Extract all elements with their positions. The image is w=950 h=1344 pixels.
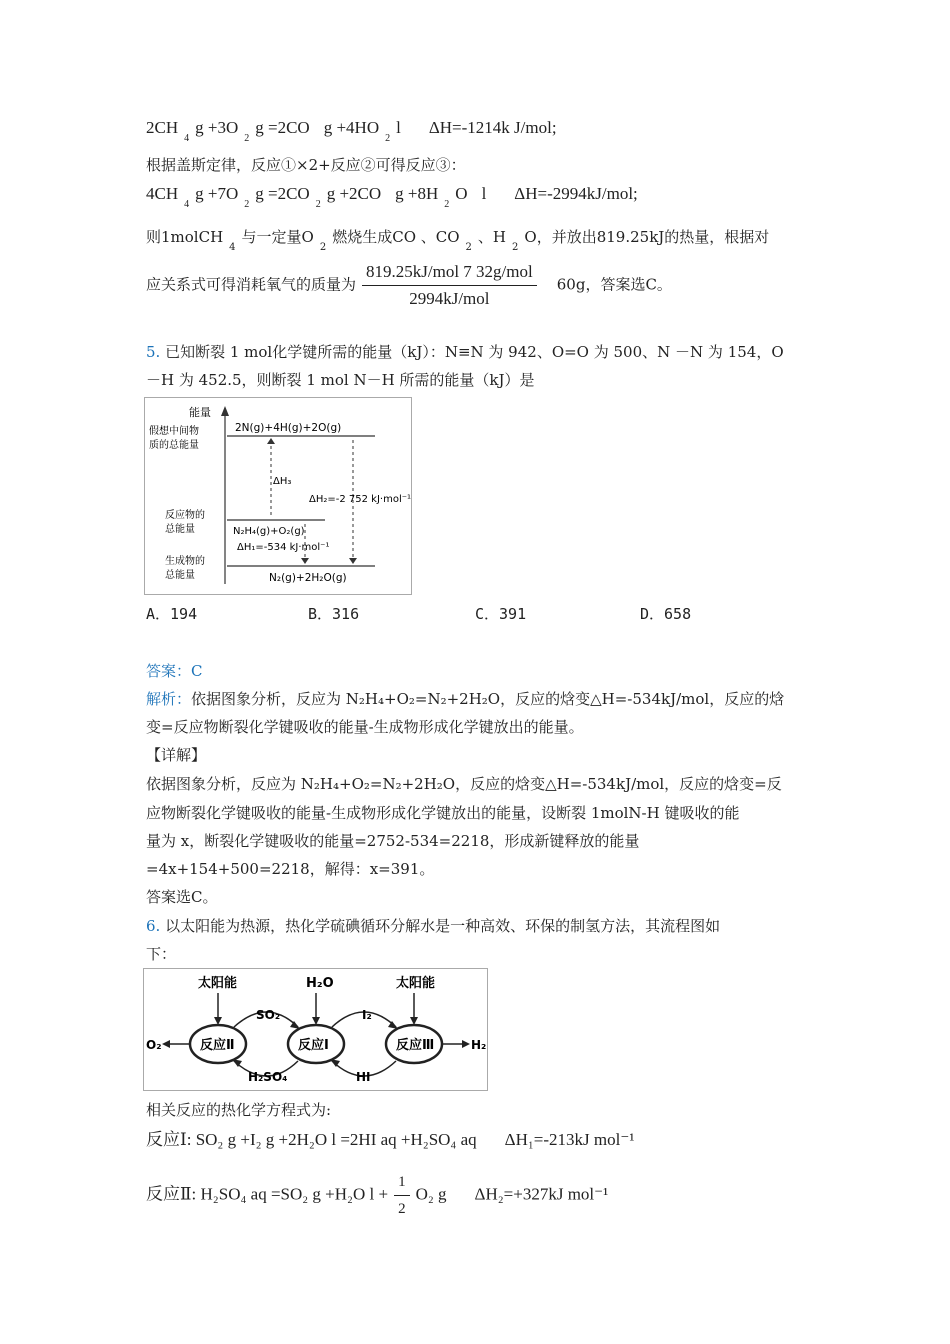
q5-stem-line2: －H 为 452.5，则断裂 1 mol N－H 所需的能量（kJ）是 bbox=[146, 371, 535, 389]
label-so2: SO₂ bbox=[256, 1008, 281, 1022]
label-r3: 反应Ⅲ bbox=[396, 1038, 435, 1053]
q6-intro: 相关反应的热化学方程式为: bbox=[146, 1101, 332, 1119]
label-dh2: ΔH₂=-2 752 kJ·mol⁻¹ bbox=[309, 494, 411, 505]
q5-answer: 答案：C bbox=[146, 662, 203, 680]
equation-1: $2CH_4g +3O_2g =2CO$ $g +4HO_2l$ ΔH=-1214k J/mol; bbox=[146, 118, 557, 144]
q5-stem-line1: 5. 已知断裂 1 mol化学键所需的能量（kJ）：N≡N 为 942、O=O 为 500、N －N 为 154，O bbox=[146, 343, 784, 361]
label-hypo2: 质的总能量 bbox=[149, 440, 199, 451]
reaction-2-equation: 反应Ⅱ: H₂SO₄ aq =SO₂ g +H₂O l + $\frac{1}{2}$ O₂ g ΔH₂=+327kJ mol⁻¹ bbox=[146, 1174, 609, 1217]
label-dh1: ΔH₁=-534 kJ·mol⁻¹ bbox=[237, 542, 330, 553]
dh3-arrowhead-icon bbox=[267, 438, 275, 444]
q6-stem-line2: 下： bbox=[146, 945, 177, 963]
label-r2: 反应Ⅱ bbox=[200, 1038, 235, 1053]
q5-detail-line4: =4x+154+500=2218，解得：x=391。 bbox=[146, 860, 435, 878]
option-a: A．194 bbox=[146, 605, 198, 623]
ch4-combustion-text: 则1molCH$_4$与一定量$O_2$燃烧生成CO 、$CO_2$、$H_2O$，并放出819.25kJ的热量，根据对 bbox=[146, 228, 770, 253]
label-bottom-level: N₂(g)+2H₂O(g) bbox=[269, 572, 347, 584]
label-energy: 能量 bbox=[189, 406, 211, 419]
q5-detail-line3: 量为 x，断裂化学键吸收的能量=2752-534=2218，形成新键释放的能量 bbox=[146, 832, 640, 850]
label-prod2: 总能量 bbox=[165, 570, 195, 581]
option-d: D．658 bbox=[640, 605, 692, 623]
label-h2: H₂ bbox=[471, 1038, 487, 1052]
q5-analysis-line2: 变=反应物断裂化学键吸收的能量-生成物形成化学键放出的能量。 bbox=[146, 718, 584, 736]
label-react1: 反应物的 bbox=[165, 510, 205, 521]
hess-law-text: 根据盖斯定律，反应①×2+反应②可得反应③： bbox=[146, 156, 466, 174]
q5-detail-heading: 【详解】 bbox=[146, 746, 207, 764]
label-h2so4: H₂SO₄ bbox=[248, 1070, 288, 1084]
label-sun-2: 太阳能 bbox=[396, 976, 436, 991]
cycle-flow-diagram bbox=[143, 968, 488, 1091]
dh2-arrowhead-icon bbox=[349, 558, 357, 564]
label-hypo1: 假想中间物 bbox=[149, 426, 199, 437]
oxygen-mass-text: 应关系式可得消耗氧气的质量为 $\frac{\text{819.25kJ/mol 7 32g/mol}}{\text{2994kJ/mol}}$ 60g，答案选C。 bbox=[146, 262, 672, 308]
label-o2: O₂ bbox=[146, 1038, 162, 1052]
dh1-arrowhead-icon bbox=[301, 558, 309, 564]
label-r1: 反应Ⅰ bbox=[298, 1038, 329, 1053]
label-react2: 总能量 bbox=[165, 524, 195, 535]
label-i2: I₂ bbox=[362, 1008, 372, 1022]
mass-fraction: $\frac{\text{819.25kJ/mol 7 32g/mol}}{\text{2994kJ/mol}}$ bbox=[362, 262, 537, 309]
label-prod1: 生成物的 bbox=[165, 556, 205, 567]
q5-detail-line2: 应物断裂化学键吸收的能量-生成物形成化学键放出的能量，设断裂 1molN-H 键吸收的能 bbox=[146, 804, 740, 822]
option-b: B．316 bbox=[308, 605, 360, 623]
q5-analysis-line1: 解析：依据图象分析，反应为 N₂H₄+O₂=N₂+2H₂O，反应的焓变△H=-534kJ/mol，反应的焓 bbox=[146, 690, 785, 708]
arrow-right-icon bbox=[462, 1040, 470, 1048]
arrow-left-icon bbox=[162, 1040, 170, 1048]
label-sun-1: 太阳能 bbox=[198, 976, 238, 991]
equation-2: $4CH_4g +7O_2g =2CO_2g +2CO$ $g +8H_2O$ l ΔH=-2994kJ/mol; bbox=[146, 184, 638, 210]
label-mid-level: N₂H₄(g)+O₂(g) bbox=[233, 526, 305, 537]
option-c: C．391 bbox=[475, 605, 527, 623]
q5-detail-line1: 依据图象分析，反应为 N₂H₄+O₂=N₂+2H₂O，反应的焓变△H=-534kJ/mol，反应的焓变=反 bbox=[146, 775, 782, 793]
label-top-level: 2N(g)+4H(g)+2O(g) bbox=[235, 422, 342, 434]
axis-arrow-icon bbox=[221, 406, 229, 416]
reaction-1-equation: 反应Ⅰ: SO₂ g +I₂ g +2H₂O l =2HI aq +H₂SO₄ aq ΔH₁=-213kJ mol⁻¹ bbox=[146, 1130, 635, 1149]
label-h2o: H₂O bbox=[306, 976, 334, 991]
label-hi: HI bbox=[356, 1070, 371, 1084]
label-dh3: ΔH₃ bbox=[273, 476, 292, 487]
energy-diagram bbox=[144, 397, 412, 595]
q5-detail-line5: 答案选C。 bbox=[146, 888, 218, 906]
q6-stem-line1: 6. 以太阳能为热源，热化学硫碘循环分解水是一种高效、环保的制氢方法，其流程图如 bbox=[146, 917, 721, 935]
